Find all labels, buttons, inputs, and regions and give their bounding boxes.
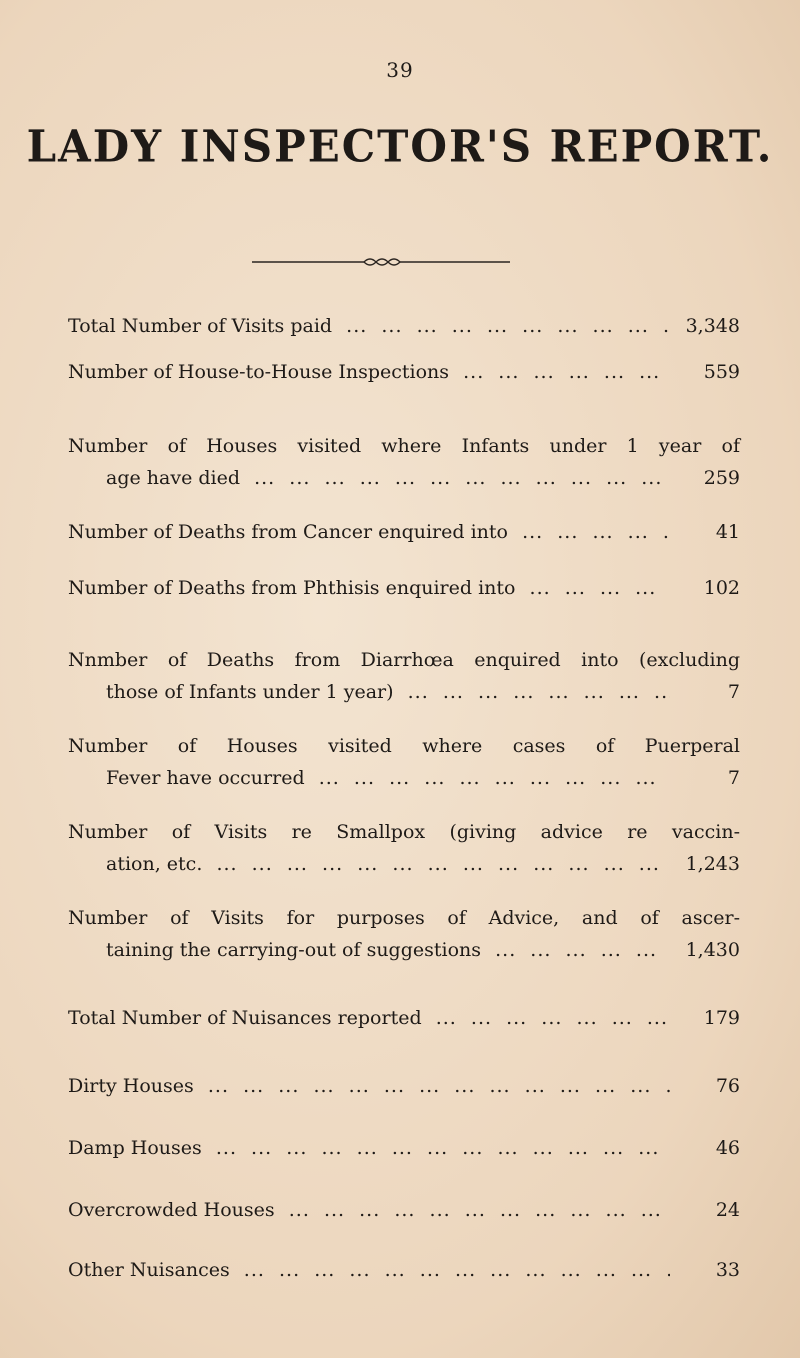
row-advice-visits xyxy=(68,902,740,966)
row-value: 559 xyxy=(703,361,740,383)
row-label: Dirty Houses ... xyxy=(68,1070,670,1102)
row-value: 7 xyxy=(727,681,740,703)
row-other-nuisances xyxy=(68,1254,740,1286)
row-label: Number of Deaths from Cancer enquired into ... xyxy=(68,516,670,548)
row-total-nuisances xyxy=(68,1002,740,1034)
row-phthisis-deaths xyxy=(68,572,740,604)
row-label-line2: taining the carrying-out of suggestions ... xyxy=(106,934,670,966)
row-house-inspections xyxy=(68,356,740,388)
row-value: 7 xyxy=(727,767,740,789)
row-value: 46 xyxy=(715,1137,740,1159)
row-damp-houses xyxy=(68,1132,740,1164)
row-label-line1: Number of Visits for purposes of Advice, and of ascer- xyxy=(68,907,740,929)
row-value: 179 xyxy=(703,1007,740,1029)
page-number: 39 xyxy=(386,58,414,82)
row-value: 33 xyxy=(715,1259,740,1281)
row-label-line1: Number of Visits re Smallpox (giving advice re vaccin- xyxy=(68,821,740,843)
row-value: 1,430 xyxy=(685,939,740,961)
row-value: 41 xyxy=(715,521,740,543)
row-label: Overcrowded Houses ... xyxy=(68,1194,670,1226)
row-total-visits xyxy=(68,310,740,342)
row-label: Number of Deaths from Phthisis enquired into ... xyxy=(68,572,670,604)
row-diarrhoea-deaths xyxy=(68,644,740,708)
report-title: LADY INSPECTOR'S REPORT. xyxy=(26,120,774,173)
row-value: 1,243 xyxy=(685,853,740,875)
row-value: 3,348 xyxy=(685,315,740,337)
row-overcrowded-houses xyxy=(68,1194,740,1226)
row-label-line2: age have died ... xyxy=(106,462,670,494)
row-label-line1: Nnmber of Deaths from Diarrhœa enquired into (excluding xyxy=(68,649,740,671)
row-label-line2: ation, etc. ... xyxy=(106,848,670,880)
row-value: 259 xyxy=(703,467,740,489)
ornamental-rule xyxy=(252,256,510,268)
row-cancer-deaths xyxy=(68,516,740,548)
row-label-line2: those of Infants under 1 year) ... xyxy=(106,676,670,708)
row-label: Damp Houses ... xyxy=(68,1132,670,1164)
row-label: Number of House-to-House Inspections ... xyxy=(68,356,670,388)
row-smallpox-visits xyxy=(68,816,740,880)
row-label-line1: Number of Houses visited where cases of Puerperal xyxy=(68,735,740,757)
row-value: 102 xyxy=(703,577,740,599)
row-value: 24 xyxy=(715,1199,740,1221)
row-label: Total Number of Nuisances reported ... xyxy=(68,1002,670,1034)
row-puerperal-fever xyxy=(68,730,740,794)
row-value: 76 xyxy=(715,1075,740,1097)
row-infant-deaths xyxy=(68,430,740,494)
row-dirty-houses xyxy=(68,1070,740,1102)
row-label-line1: Number of Houses visited where Infants under 1 year of xyxy=(68,435,740,457)
row-label: Total Number of Visits paid ... xyxy=(68,310,670,342)
row-label: Other Nuisances ... xyxy=(68,1254,670,1286)
row-label-line2: Fever have occurred ... xyxy=(106,762,670,794)
